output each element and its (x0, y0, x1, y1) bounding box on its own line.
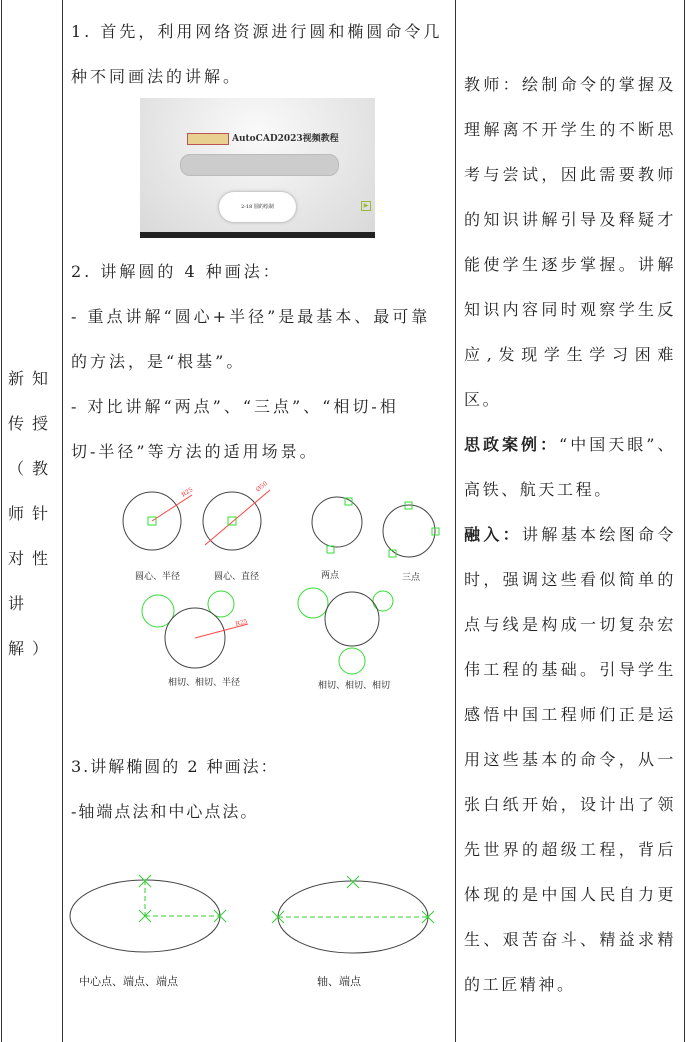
dimension-label: Ø50 (254, 480, 269, 494)
notes-paragraph: 讲解基本绘图命令时，强调这些看似简单的点与线是构成一切复杂宏伟工程的基础。引导学生感悟中国工程师们正是运用这些基本的命令，从一张白纸开始，设计出了领先世界的超级工程，背后体现的是中国人民自力更生、艰苦奋斗、精益求精的工匠精神。 (464, 525, 676, 994)
play-icon[interactable]: ▶ (361, 201, 371, 211)
item1-line: 1. 首先，利用网络资源进行圆和椭圆命令几 (71, 22, 443, 41)
notes-paragraph: 教师：绘制命令的掌握及理解离不开学生的不断思考与尝试，因此需要教师的知识讲解引导及释疑才能使学生逐步掌握。讲解知识内容同时观察学生反应,发现学生学习困难区。 (464, 75, 676, 409)
circle-two-points (312, 497, 362, 547)
lesson-button[interactable]: 2-18 圆的绘制 (219, 192, 296, 222)
diagram-label: 相切、相切、半径 (168, 678, 241, 688)
diagram-label: 中心点、端点、端点 (79, 975, 178, 988)
diagram-label: 两点 (321, 571, 340, 581)
item2-line: - 对比讲解“两点”、“三点”、“相切-相 (71, 397, 399, 416)
label-line: 传授 (8, 414, 57, 433)
diagram-label: 三点 (402, 573, 421, 583)
video-title: AutoCAD2023视频教程 (232, 134, 339, 144)
item2-line: - 重点讲解“圆心+半径”是最基本、最可靠 (71, 307, 431, 326)
item3-line: -轴端点法和中心点法。 (71, 802, 259, 821)
notes-label: 融入： (464, 525, 523, 544)
label-line: （教 (8, 459, 57, 478)
diagram-label: 圆心、直径 (214, 572, 260, 582)
item2-line: 切-半径”等方法的适用场景。 (71, 442, 319, 461)
label-line: 讲 (8, 594, 33, 613)
item2-line: 2. 讲解圆的 4 种画法： (71, 262, 282, 281)
item2-line: 的方法，是“根基”。 (71, 352, 246, 371)
item3-line: 3.讲解椭圆的 2 种画法： (71, 757, 279, 776)
label-line: 新知 (8, 369, 57, 388)
diagram-label: 相切、相切、相切 (318, 681, 391, 691)
circle-three-points (383, 505, 435, 557)
label-line: 解） (8, 639, 57, 658)
item1-line: 种不同画法的讲解。 (71, 67, 243, 86)
diagram-label: 轴、端点 (317, 975, 361, 988)
label-line: 对性 (8, 549, 57, 568)
circle-center-diameter (203, 492, 261, 550)
dimension-label: R25 (180, 486, 195, 499)
diagram-label: 圆心、半径 (135, 572, 181, 582)
notes-paragraph: “中国天眼”、高铁、航天工程。 (464, 435, 676, 499)
label-line: 师针 (8, 504, 57, 523)
dimension-label: R25 (234, 618, 249, 628)
notes-label: 思政案例： (464, 435, 560, 454)
teacher-notes (464, 62, 676, 1007)
circle-tan-tan-tan (325, 592, 379, 646)
